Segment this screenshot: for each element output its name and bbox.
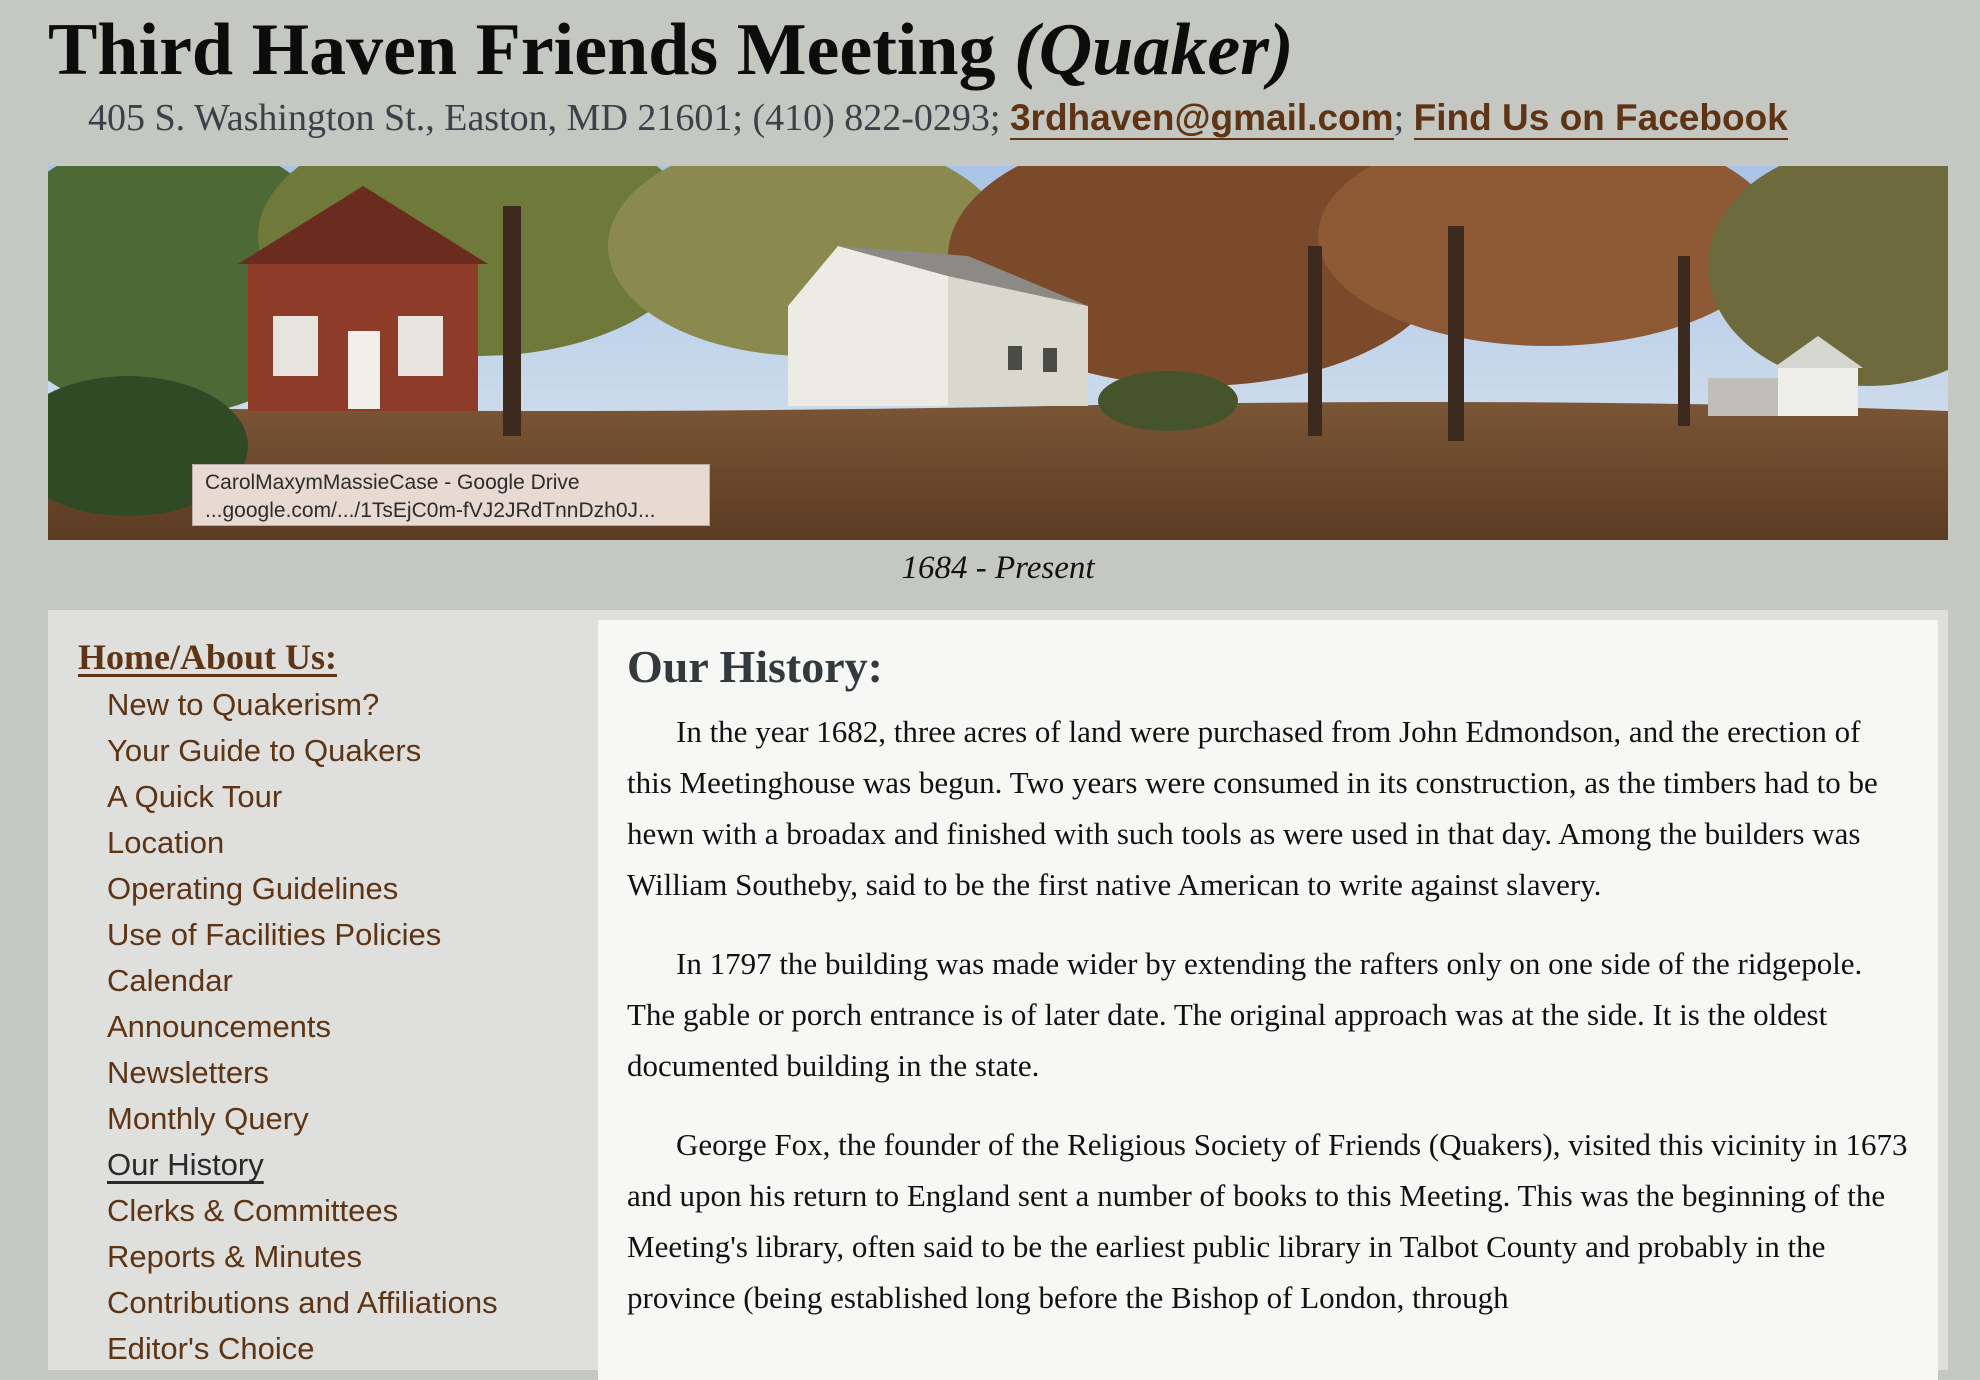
sidebar-item-clerks-committees[interactable]: Clerks & Committees [107,1193,399,1228]
email-link[interactable]: 3rdhaven@gmail.com [1009,97,1394,138]
sidebar-item-newsletters[interactable]: Newsletters [107,1055,269,1090]
sidebar-item-contributions-affiliations[interactable]: Contributions and Affiliations [107,1285,498,1320]
tooltip-title: CarolMaxymMassieCase - Google Drive [205,471,580,494]
history-paragraph-3: George Fox, the founder of the Religious Society of Friends (Quakers), visited this vicinity in 1673 and upon his return to England sent a number of books to this Meeting. This was the beginning of the Meeting's library, often said to be the earliest public library in Talbot County and probably in the province (being established long before the Bishop of London, through [627,1127,1908,1315]
contact-line [88,96,1946,140]
history-paragraph-1: In the year 1682, three acres of land were purchased from John Edmondson, and the erection of this Meetinghouse was begun. Two years were consumed in its construction, as the timbers had to be hewn with a broadax and finished with such tools as were used in that day. Among the builders was William Southeby, said to be the first native American to write against slavery. [627,714,1878,902]
tooltip-url: ...google.com/.../1TsEjC0m-fVJ2JRdTnnDzh0J... [205,499,656,522]
banner-photo[interactable] [48,166,1948,540]
facebook-link[interactable]: Find Us on Facebook [1413,97,1788,138]
site-title-main: Third Haven Friends Meeting [48,9,996,91]
sidebar-item-reports-minutes[interactable]: Reports & Minutes [107,1239,362,1274]
sidebar-item-guide-to-quakers[interactable]: Your Guide to Quakers [107,733,422,768]
sidebar-list [78,682,578,1372]
sidebar-item-our-history[interactable]: Our History [107,1147,264,1182]
sidebar-item-calendar[interactable]: Calendar [107,963,233,998]
history-paragraph-2: In 1797 the building was made wider by extending the rafters only on one side of the ridgepole. The gable or porch entrance is of later date. The original approach was at the side. It is the oldest documented building in the state. [627,946,1863,1083]
site-header [48,8,1948,92]
sidebar-item-editors-choice[interactable]: Editor's Choice [107,1331,315,1366]
contact-separator: ; [1393,97,1414,139]
address-phone: 405 S. Washington St., Easton, MD 21601; (410) 822-0293; [88,97,1010,139]
site-title [48,8,1948,92]
sidebar-item-announcements[interactable]: Announcements [107,1009,332,1044]
link-tooltip [192,464,710,526]
main-panel [48,610,1948,1370]
page-title: Our History: [627,641,883,692]
sidebar-item-operating-guidelines[interactable]: Operating Guidelines [107,871,399,906]
sidebar-item-location[interactable]: Location [107,825,225,860]
sidebar-item-quick-tour[interactable]: A Quick Tour [107,779,283,814]
period-caption: 1684 - Present [901,550,1095,586]
sidebar-item-facilities-policies[interactable]: Use of Facilities Policies [107,917,442,952]
sidebar-item-new-to-quakerism[interactable]: New to Quakerism? [107,687,380,722]
site-title-denomination: (Quaker) [1014,9,1294,91]
sidebar-nav [78,634,578,1372]
content-area [598,620,1938,1380]
sidebar-heading-home-about[interactable]: Home/About Us: [78,637,337,677]
sidebar-item-monthly-query[interactable]: Monthly Query [107,1101,309,1136]
